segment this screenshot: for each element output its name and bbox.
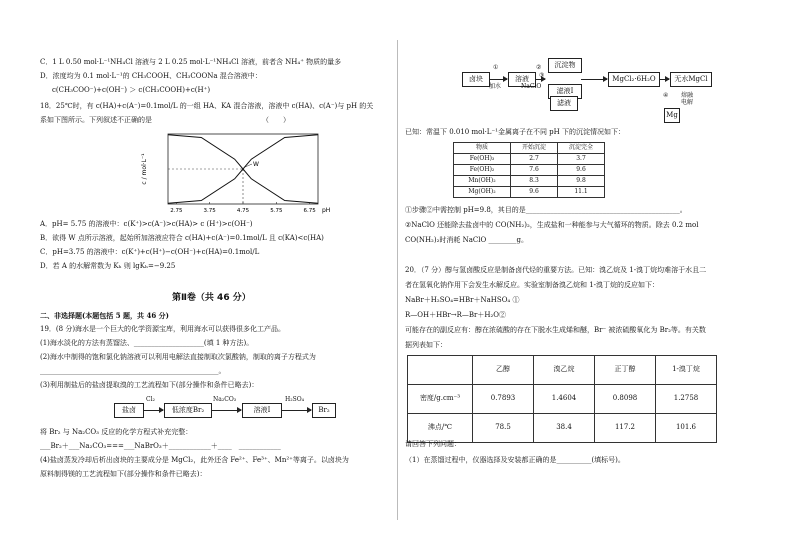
flow2-box-filtrate: 滤液 — [550, 96, 578, 111]
q18-answer-paren: （ ） — [262, 116, 290, 124]
table-cell: 9.6 — [558, 165, 605, 176]
flow2-label-naclo: NaClO — [521, 83, 542, 90]
table-cell: Mn(OH)₂ — [454, 176, 511, 187]
flow2-step3: ③ — [539, 72, 545, 79]
q20-line1: 20．（7 分）醇与氢卤酸反应是制备卤代烃的重要方法。已知：溴乙烷及 1-溴丁烷均难溶于水且二 — [405, 266, 707, 274]
x-tick-label: 6.75 — [303, 208, 316, 214]
x-axis-label: pH — [322, 207, 330, 214]
flow-label-cl2: Cl₂ — [146, 396, 155, 403]
table-header: 沉淀完全 — [558, 143, 605, 154]
q19-part4-line2: 原料制得镁的工艺流程如下(部分操作和条件已略去)： — [40, 470, 207, 478]
q19-part2: (2)海水中制得的饱和氯化钠溶液可以利用电解法直接制取次氯酸钠，制取的离子方程式为 — [40, 353, 316, 361]
flow-label-na2co3: Na₂CO₃ — [213, 396, 237, 403]
table-cell: Mg(OH)₂ — [454, 187, 511, 198]
table-cell: 7.6 — [511, 165, 558, 176]
flow2-label-electrolysis: 电解 — [681, 99, 694, 106]
table-cell: 沸点/℃ — [408, 414, 473, 443]
q18-option-c: C．pH=3.75 的溶液中：c(K⁺)+c(H⁺)−c(OH⁻)+c(HA)=0.1mol/L — [40, 248, 260, 256]
flow-label-h2so4: H₂SO₄ — [285, 396, 305, 403]
table-header: 开始沉淀 — [511, 143, 558, 154]
table-cell: 101.6 — [656, 414, 717, 443]
q20-ask: 请回答下列问题： — [405, 440, 461, 448]
flow-arrow — [281, 410, 311, 411]
q20-reaction1: NaBr＋H₂SO₄=HBr＋NaHSO₄ ① — [405, 296, 520, 304]
flow2-box-solution: 溶液 — [508, 72, 536, 87]
table-header — [408, 356, 473, 385]
table-cell: 78.5 — [473, 414, 534, 443]
section2-title: 二、非选择题(本题包括 5 题，共 46 分) — [40, 311, 169, 320]
naclo-note-line1: ②NaClO 还能除去盐卤中的 CO(NH₂)₂，生成盐和一种能参与大气循环的物质。除去 0.2 mol — [405, 221, 699, 229]
q19-intro: 19．(8 分)海水是一个巨大的化学资源宝库，利用海水可以获得很多化工产品。 — [40, 325, 286, 333]
q19-part2-blank: ___________________________________________________。 — [40, 367, 226, 375]
q19-part3-instruction: 将 Br₂ 与 Na₂CO₃ 反应的化学方程式补充完整： — [40, 428, 193, 436]
q19-part3-equation: ___Br₂＋___Na₂CO₃===___NaBrO₃＋____________＋____ ____________ — [40, 442, 281, 450]
table-cell: 2.7 — [511, 154, 558, 165]
x-tick-label: 5.75 — [270, 208, 283, 214]
precipitation-table — [453, 142, 605, 198]
y-axis-label: c / mol·L⁻¹ — [141, 153, 148, 185]
flow2-box-halide: 卤块 — [462, 72, 490, 87]
flow2-arrow — [581, 79, 607, 80]
table-cell: Fe(OH)₂ — [454, 165, 511, 176]
table-header: 正丁醇 — [595, 356, 656, 385]
flow2-arrow — [489, 79, 507, 80]
naclo-note-line2: CO(NH₂)₂时消耗 NaClO ________g。 — [405, 236, 528, 244]
q20-line3: 可能存在的副反应有：醇在浓硫酸的存在下脱水生成烯和醚，Br⁻ 被浓硫酸氧化为 Br₂等。有关数 — [405, 326, 706, 334]
flow-box-brine: 盐卤 — [114, 403, 144, 418]
table-cell: 9.6 — [511, 187, 558, 198]
q19-part4-line1: (4)盐卤蒸发冷却后析出卤块的主要成分是 MgCl₂，此外还含 Fe²⁺、Fe³⁺、Mn²⁺等离子。以卤块为 — [40, 456, 349, 464]
table-cell: 1.2758 — [656, 385, 717, 414]
flow2-step4: ④ — [663, 92, 669, 99]
table-cell: 0.8098 — [595, 385, 656, 414]
flow2-label-water: 加水 — [489, 83, 502, 90]
q20-line4: 据列表如下： — [405, 341, 447, 349]
flow-arrow — [143, 410, 163, 411]
table-cell: 密度/g.cm⁻³ — [408, 385, 473, 414]
flow2-box-precipitate: 沉淀物 — [548, 58, 582, 73]
q18-chart — [140, 128, 330, 220]
step2-purpose: ①步骤②中需控制 pH=9.8，其目的是____________________________________________。 — [405, 206, 687, 214]
table-cell: Fe(OH)₃ — [454, 154, 511, 165]
table-cell: 11.1 — [558, 187, 605, 198]
table-cell: 3.7 — [558, 154, 605, 165]
q18-line1: 18．25℃时，有 c(HA)+c(A⁻)=0.1mol/L 的一组 HA、KA 混合溶液，溶液中 c(HA)、c(A⁻)与 pH 的关 — [40, 102, 374, 110]
flow2-box-mg: Mg — [664, 108, 680, 123]
flow-arrow — [211, 410, 241, 411]
q20-reaction2: R—OH＋HBr→R—Br＋H₂O② — [405, 311, 506, 319]
x-tick-label: 4.75 — [236, 208, 250, 214]
q19-part3: (3)利用制盐后的盐卤提取溴的工艺流程如下(部分操作和条件已略去)： — [40, 381, 259, 389]
table-header: 物质 — [454, 143, 511, 154]
part2-title: 第Ⅱ卷（共 46 分） — [172, 293, 251, 303]
point-label-w: W — [253, 161, 259, 168]
q18-line2: 系如下图所示。下列叙述不正确的是 — [40, 116, 152, 124]
table-header: 1-溴丁烷 — [656, 356, 717, 385]
flow2-box-anhydrous: 无水MgCl — [670, 72, 712, 87]
flow-box-br2: Br₂ — [312, 403, 336, 418]
q20-part1: （1）在蒸馏过程中，仪器选择及安装都正确的是__________(填标号)。 — [405, 456, 625, 464]
table-cell: 38.4 — [534, 414, 595, 443]
q19-part1: (1)海水淡化的方法有蒸馏法、____________________(填 1 种方法)。 — [40, 339, 254, 347]
table-header: 乙醇 — [473, 356, 534, 385]
option-d: D．浓度均为 0.1 mol·L⁻¹的 CH₃COOH、CH₃COONa 混合溶液中： — [40, 72, 262, 80]
flow2-step2: ② — [536, 64, 542, 71]
table-cell: 117.2 — [595, 414, 656, 443]
option-d-equation: c(CH₃COO⁻)+c(OH⁻) ＞ c(CH₃COOH)+c(H⁺) — [52, 86, 211, 94]
table-cell: 1.4604 — [534, 385, 595, 414]
flow2-arrow — [659, 79, 669, 80]
q18-option-a: A．pH= 5.75 的溶液中：c(K⁺)>c(A⁻)>c(HA)> c (H⁺)>c(OH⁻) — [40, 220, 253, 228]
x-tick-label: 2.75 — [170, 208, 183, 214]
table-cell: 9.8 — [558, 176, 605, 187]
flow2-label-molten: 熔融 — [681, 92, 694, 99]
table-cell: 0.7893 — [473, 385, 534, 414]
known-statement: 已知：常温下 0.010 mol·L⁻¹金属离子在不同 pH 下的沉淀情况如下： — [405, 128, 625, 136]
properties-table — [407, 355, 717, 443]
table-header: 溴乙烷 — [534, 356, 595, 385]
flow-box-solution1: 溶液Ⅰ — [242, 403, 282, 418]
option-c: C．1 L 0.50 mol·L⁻¹NH₄Cl 溶液与 2 L 0.25 mol·L⁻¹NH₄Cl 溶液，前者含 NH₄⁺ 物质的量多 — [40, 58, 342, 66]
column-divider — [397, 40, 398, 520]
flow2-box-mgcl2-hydrate: MgCl₂·6H₂O — [608, 72, 660, 87]
x-tick-label: 3.75 — [203, 208, 216, 214]
flow-box-low-br2: 低浓度Br₂ — [164, 403, 212, 418]
flow2-box-filtrate1: 滤液Ⅰ — [548, 84, 582, 99]
flow2-step1: ① — [493, 64, 499, 71]
q18-option-d: D．若 A 的水解常数为 Kₕ 则 lgKₕ=−9.25 — [40, 262, 176, 270]
q18-option-b: B．欲得 W 点所示溶液，起始所加溶液应符合 c(HA)+c(A⁻)=0.1mol/L 且 c(KA)<c(HA) — [40, 234, 324, 242]
q20-line2: 者在氢氧化钠作用下会发生水解反应。实验室制备溴乙烷和 1-溴丁烷的反应如下： — [405, 281, 660, 289]
table-cell: 8.3 — [511, 176, 558, 187]
